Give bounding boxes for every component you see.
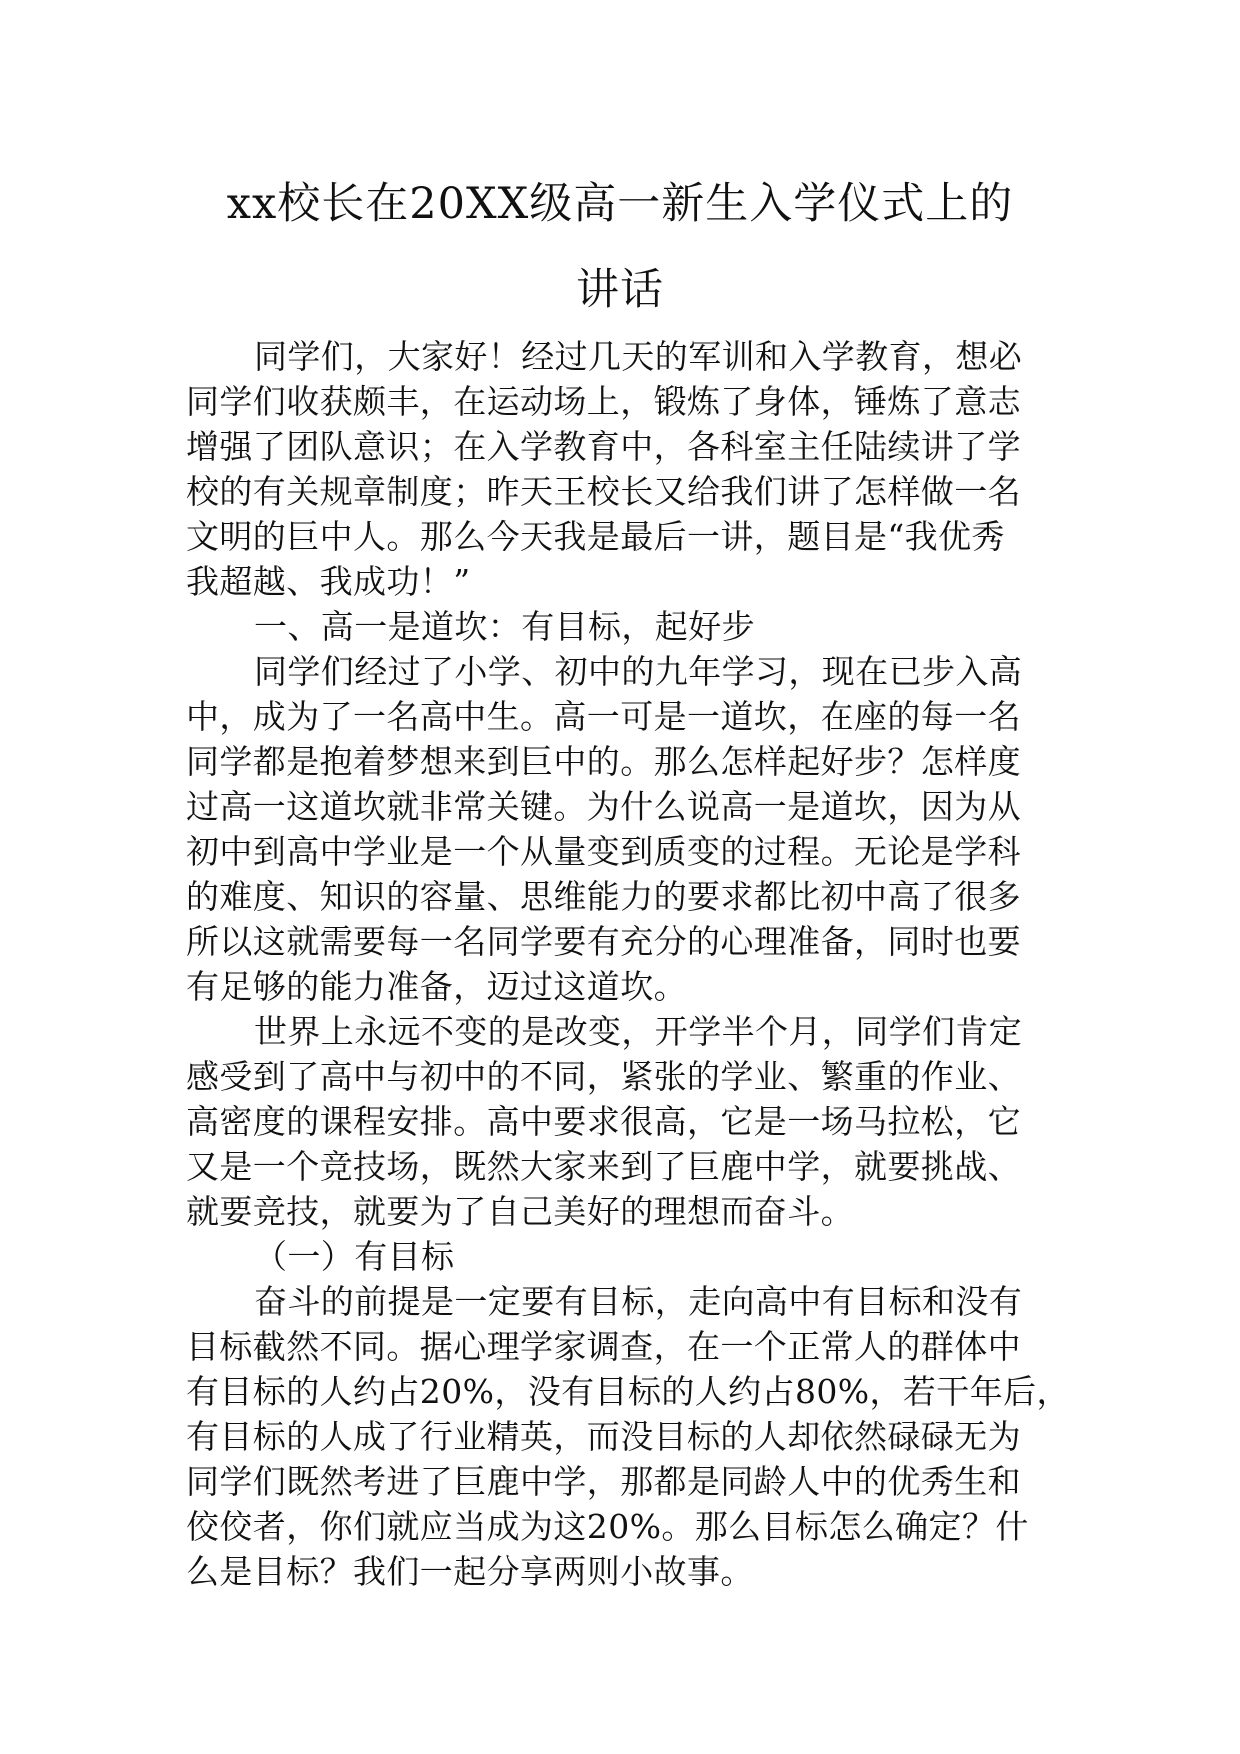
paragraph-line: 的难度、知识的容量、思维能力的要求都比初中高了很多 [186,877,1021,916]
paragraph-line: 增强了团队意识；在入学教育中，各科室主任陆续讲了学 [186,427,1021,466]
paragraph-line: 有目标的人成了行业精英，而没目标的人却依然碌碌无为 [186,1417,1021,1456]
paragraph-line: 同学们经过了小学、初中的九年学习，现在已步入高 [254,652,1023,691]
paragraph-line: 同学都是抱着梦想来到巨中的。那么怎样起好步？怎样度 [186,742,1021,781]
paragraph-line: 奋斗的前提是一定要有目标，走向高中有目标和没有 [254,1282,1023,1321]
subsection-heading: （一）有目标 [254,1237,455,1276]
paragraph-line: 同学们既然考进了巨鹿中学，那都是同龄人中的优秀生和 [186,1462,1021,1501]
paragraph-line: 过高一这道坎就非常关键。为什么说高一是道坎，因为从 [186,787,1021,826]
paragraph-line: 同学们，大家好！经过几天的军训和入学教育，想必 [254,337,1023,376]
paragraph-line: 中，成为了一名高中生。高一可是一道坎，在座的每一名 [186,697,1021,736]
title-line-1: xx校长在20XX级高一新生入学仪式上的 [226,179,1014,229]
paragraph-line: 初中到高中学业是一个从量变到质变的过程。无论是学科 [186,832,1021,871]
paragraph-line: 有目标的人约占20%，没有目标的人约占80%，若干年后， [186,1372,1070,1411]
section-heading: 一、高一是道坎：有目标，起好步 [254,607,755,646]
paragraph-line: 目标截然不同。据心理学家调查，在一个正常人的群体中 [186,1327,1021,1366]
paragraph-line: 感受到了高中与初中的不同，紧张的学业、繁重的作业、 [186,1057,1021,1096]
paragraph-line: 文明的巨中人。那么今天我是最后一讲，题目是“我优秀 [186,517,1005,556]
paragraph-line: 佼佼者，你们就应当成为这20%。那么目标怎么确定？什 [186,1507,1029,1546]
paragraph-line: 高密度的课程安排。高中要求很高，它是一场马拉松，它 [186,1102,1021,1141]
paragraph-line: 又是一个竞技场，既然大家来到了巨鹿中学，就要挑战、 [186,1147,1021,1186]
paragraph-line: 校的有关规章制度；昨天王校长又给我们讲了怎样做一名 [186,472,1021,511]
paragraph-line: 同学们收获颇丰，在运动场上，锻炼了身体，锤炼了意志 [186,382,1021,421]
paragraph-line: 就要竞技，就要为了自己美好的理想而奋斗。 [186,1192,854,1231]
paragraph-line: 所以这就需要每一名同学要有充分的心理准备，同时也要 [186,922,1021,961]
paragraph-line: 有足够的能力准备，迈过这道坎。 [186,967,687,1006]
paragraph-line: 世界上永远不变的是改变，开学半个月，同学们肯定 [254,1012,1023,1051]
paragraph-line: 么是目标？我们一起分享两则小故事。 [186,1552,754,1591]
title-line-2: 讲话 [576,265,664,315]
paragraph-line: 我超越、我成功！” [186,562,471,601]
document-body [186,334,1070,1594]
